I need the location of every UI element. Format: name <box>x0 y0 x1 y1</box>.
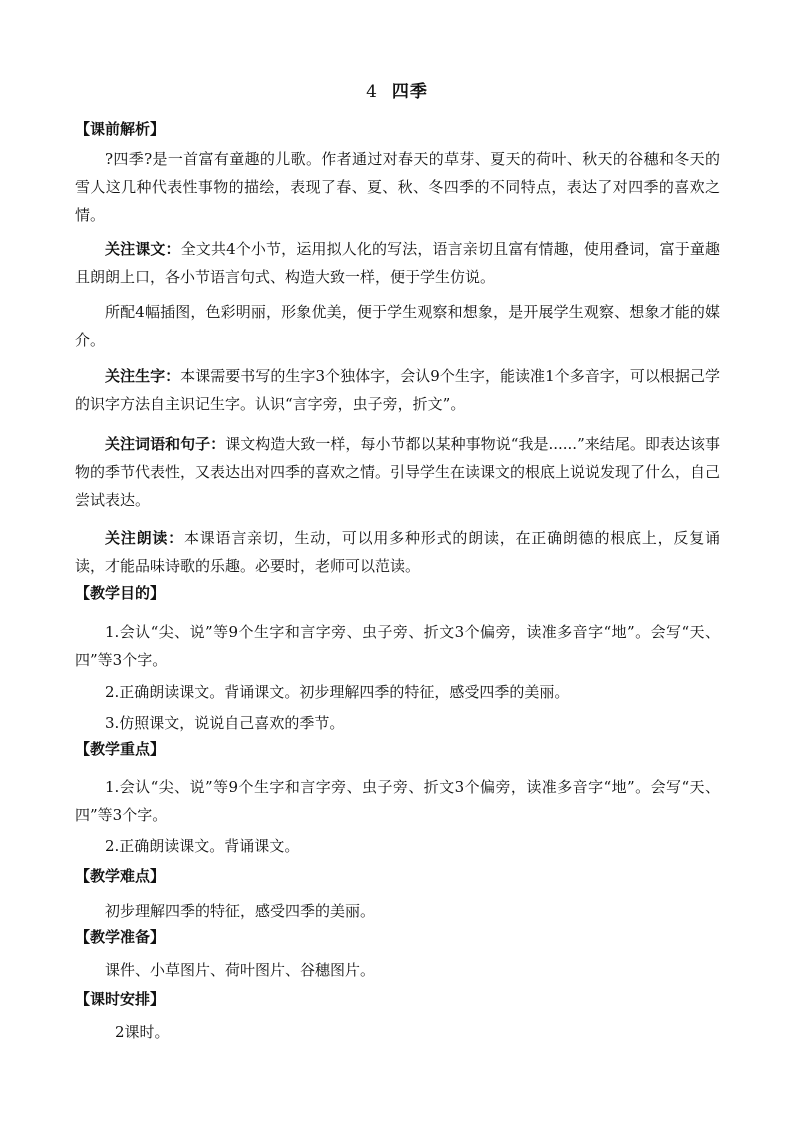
reading-focus-body: 本课语言亲切，生动，可以用多种形式的朗读，在正确朗德的根底上，反复诵读，才能品味诗歌的乐趣。必要时，老师可以范读。 <box>75 529 720 575</box>
characters-focus-lead: 关注生字： <box>105 367 181 385</box>
preparation-item: 课件、小草图片、荷叶图片、谷穗图片。 <box>105 961 376 979</box>
section-heading-schedule: 【课时安排】 <box>75 990 166 1008</box>
keypoint-item-1: 1.会认“尖、说”等9个生字和言字旁、虫子旁、折文3个偏旁，读准多音字“地”。会写“天、四”等3个字。 <box>75 778 720 824</box>
keypoint-item-2: 2.正确朗读课文。背诵课文。 <box>105 837 300 855</box>
text-focus-lead: 关注课文： <box>105 240 181 258</box>
analysis-paragraph-reading <box>75 524 720 580</box>
lesson-title-text: 四季 <box>391 82 428 102</box>
goal-item-2: 2.正确朗读课文。背诵课文。初步理解四季的特征，感受四季的美丽。 <box>105 683 570 701</box>
section-heading-difficulty: 【教学难点】 <box>75 867 166 885</box>
words-focus-lead: 关注词语和句子： <box>105 435 226 453</box>
characters-focus-body: 本课需要书写的生字3个独体字，会认9个生字，能读准1个多音字，可以根据己学的识字方法自主识记生字。认识“言字旁，虫子旁，折文”。 <box>75 367 720 413</box>
words-focus-body: 课文构造大致一样，每小节都以某种事物说“我是......”来结尾。即表达该事物的季节代表性，又表达出对四季的喜欢之情。引导学生在读课文的根底上说说发现了什么，自己尝试表达。 <box>75 435 721 509</box>
section-heading-goals: 【教学目的】 <box>75 584 166 602</box>
text-focus-body: 全文共4个小节，运用拟人化的写法，语言亲切且富有情趣，使用叠词，富于童趣且朗朗上口，各小节语言句式、构造大致一样，便于学生仿说。 <box>75 240 720 286</box>
analysis-paragraph-illustrations: 所配4幅插图，色彩明丽，形象优美，便于学生观察和想象，是开展学生观察、想象才能的媒介。 <box>75 303 720 349</box>
analysis-paragraph-characters <box>75 362 720 418</box>
section-heading-analysis: 【课前解析】 <box>75 120 166 138</box>
reading-focus-lead: 关注朗读： <box>105 529 184 547</box>
goal-item-3: 3.仿照课文，说说自己喜欢的季节。 <box>105 714 345 732</box>
analysis-paragraph-1: ?四季?是一首富有童趣的儿歌。作者通过对春天的草芽、夏天的荷叶、秋天的谷穗和冬天的雪人这几种代表性事物的描绘，表现了春、夏、秋、冬四季的不同特点，表达了对四季的喜欢之情。 <box>75 150 720 224</box>
analysis-paragraph-text-focus <box>75 235 720 291</box>
section-heading-preparation: 【教学准备】 <box>75 928 166 946</box>
section-heading-keypoints: 【教学重点】 <box>75 740 166 758</box>
schedule-item: 2课时。 <box>115 1023 170 1041</box>
difficulty-item: 初步理解四季的特征，感受四季的美丽。 <box>105 902 376 920</box>
goal-item-1: 1.会认“尖、说”等9个生字和言字旁、虫子旁、折文3个偏旁，读准多音字“地”。会写“天、四”等3个字。 <box>75 623 720 669</box>
lesson-number: 4 <box>366 82 378 102</box>
lesson-title <box>0 77 794 102</box>
analysis-paragraph-words <box>75 430 720 514</box>
